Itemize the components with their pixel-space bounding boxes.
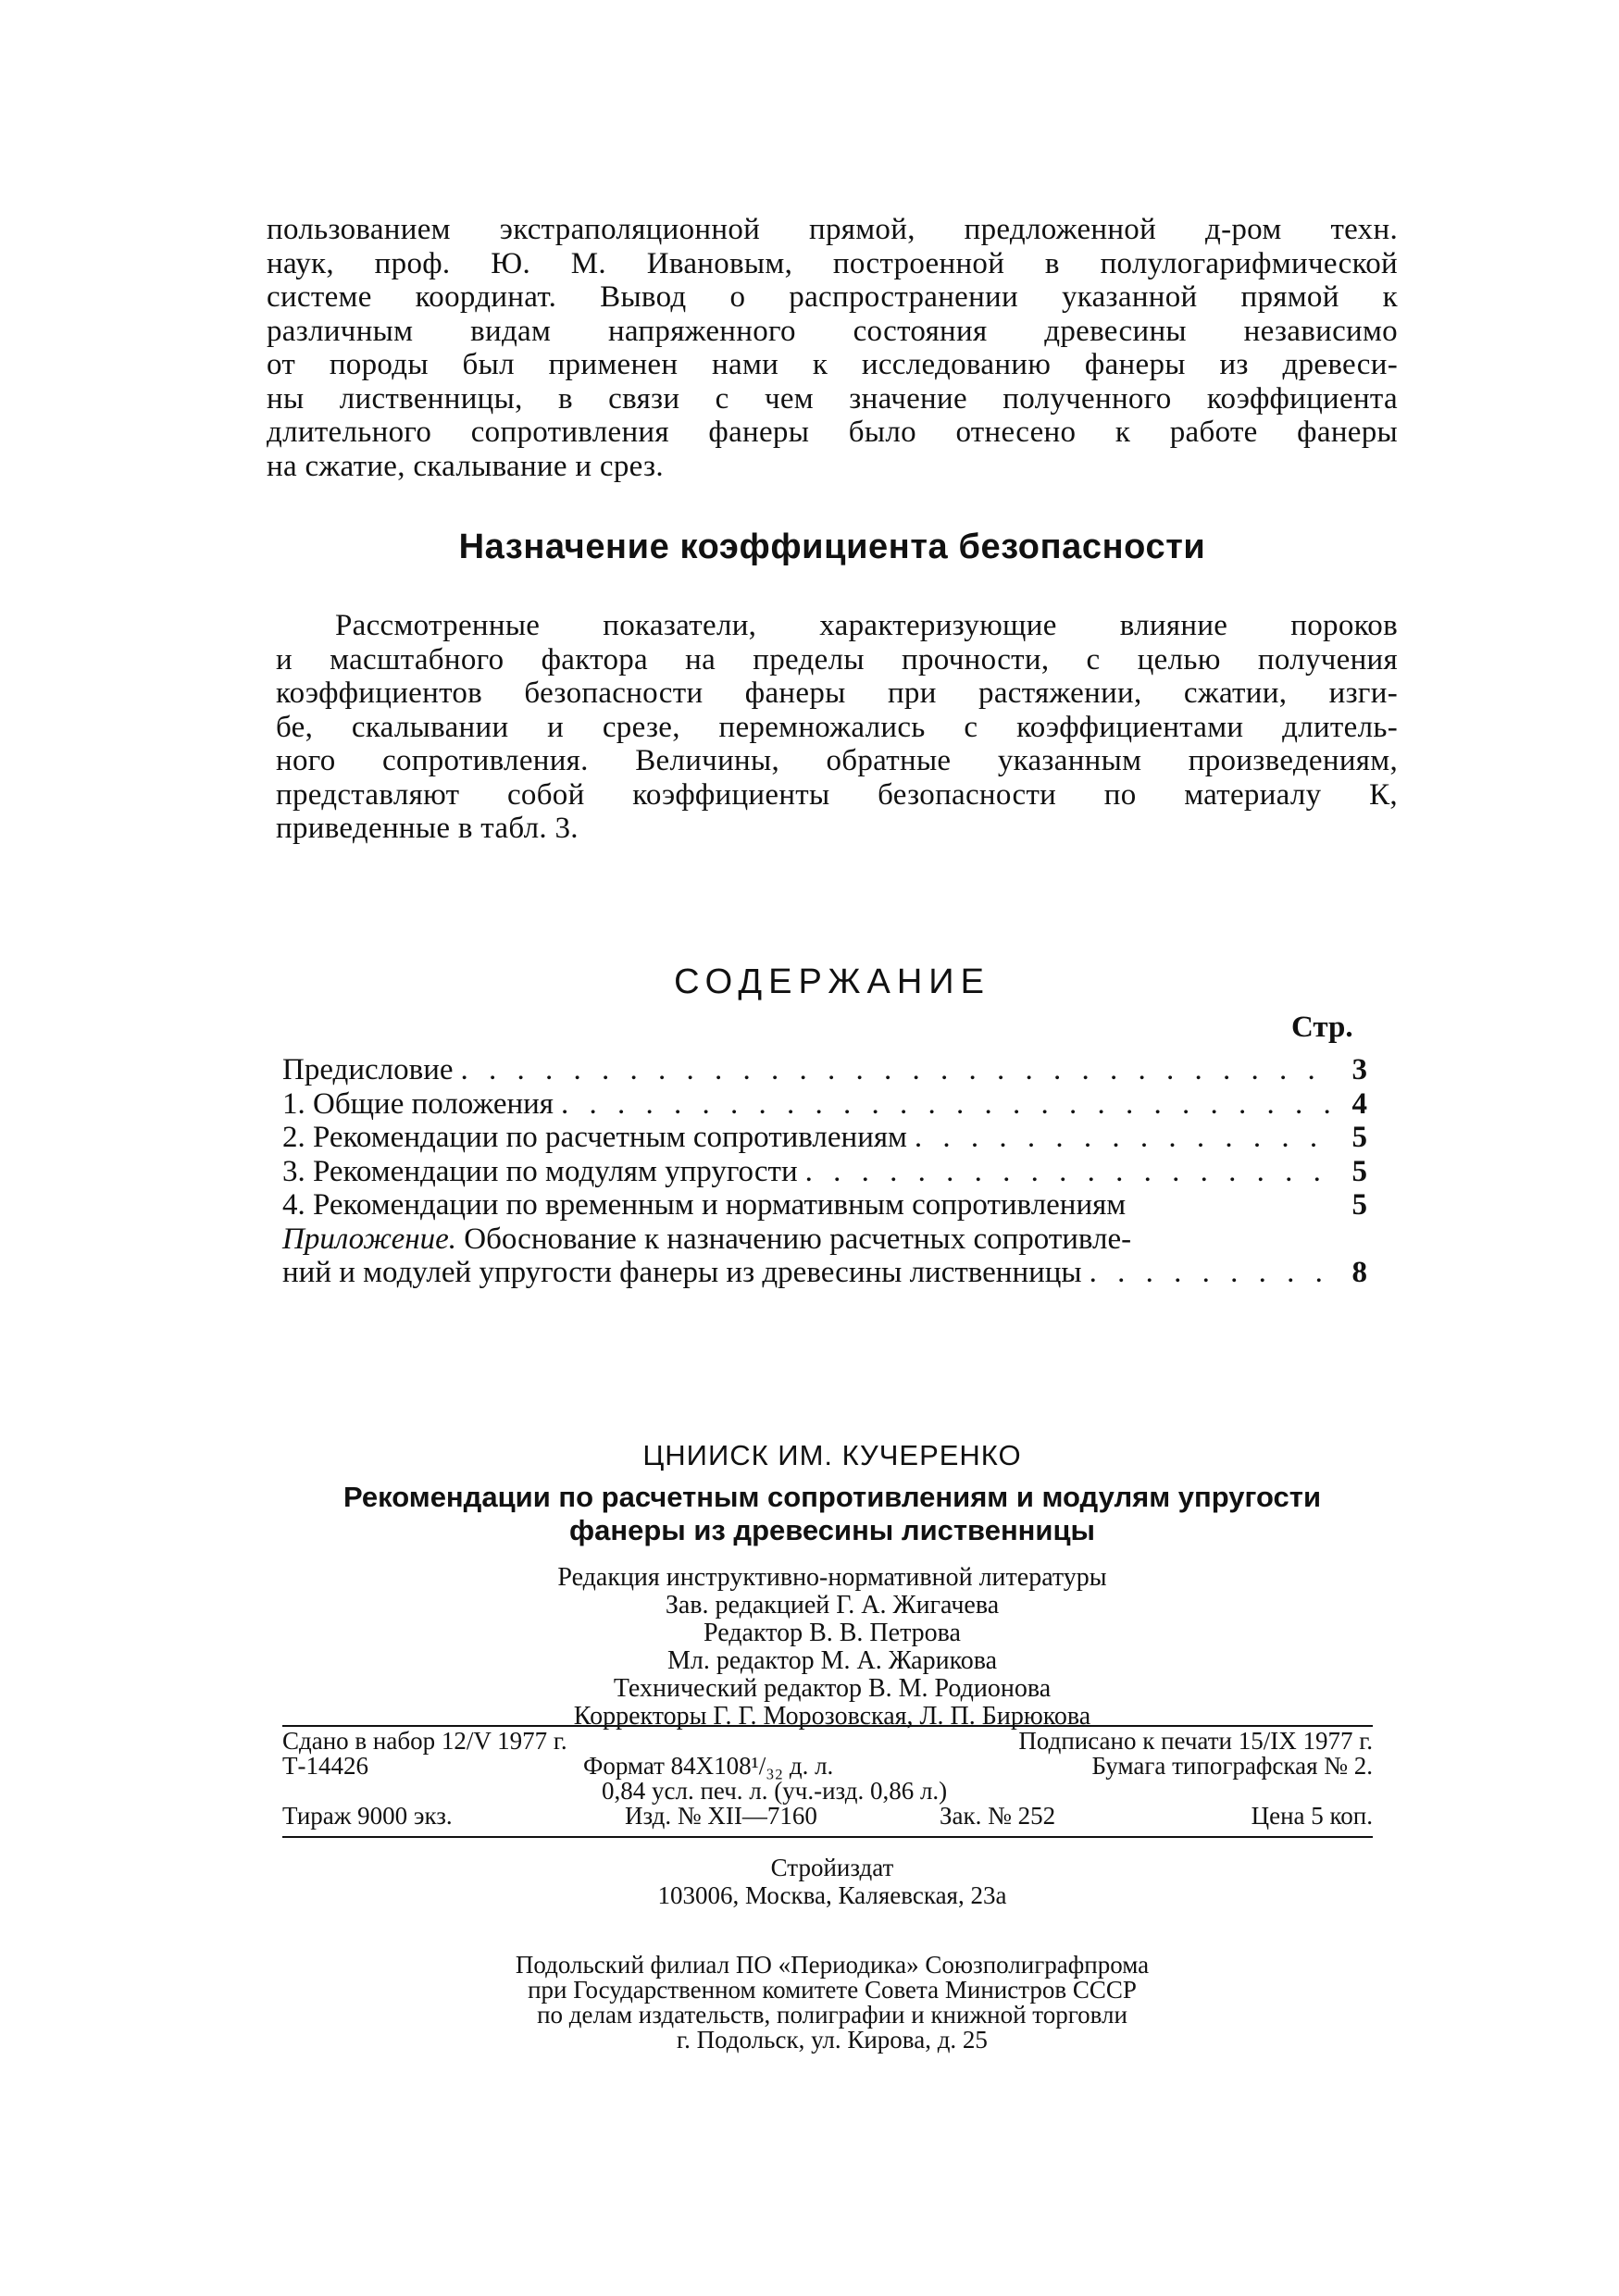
text-line: наук, проф. Ю. М. Ивановым, построенной в полулогарифмической [267, 246, 1398, 280]
text-line: приведенные в табл. 3. [276, 812, 579, 845]
details-row [282, 1729, 1373, 1754]
printer-line: по делам издательств, полиграфии и книжной торговли [537, 2001, 1127, 2029]
text-line: различным видам напряженного состояния древесины независимо [267, 314, 1398, 348]
organization-name: ЦНИИСК ИМ. КУЧЕРЕНКО [642, 1439, 1022, 1471]
publication-details [282, 1729, 1373, 1829]
text-line: длительного сопротивления фанеры было отнесено к работе фанеры [267, 416, 1398, 449]
text-line: на сжатие, скалывание и срез. [267, 449, 664, 483]
toc-entry[interactable] [282, 1188, 1367, 1222]
signed-to-print: Подписано к печати 15/IX 1977 г. [1018, 1727, 1373, 1755]
text-line: ны лиственницы, в связи с чем значение полученного коэффициента [267, 381, 1398, 416]
printer-block [267, 1953, 1398, 2053]
text-line: Рассмотренные показатели, характеризующие влияние пороков [335, 609, 1398, 642]
toc-entry[interactable] [282, 1121, 1367, 1155]
toc-entry-page: 8 [1351, 1256, 1367, 1289]
toc-appendix-label: Приложение. [282, 1222, 456, 1256]
details-row [282, 1754, 1373, 1779]
toc-entry[interactable] [282, 1053, 1367, 1087]
toc-appendix-line1: Обоснование к назначению расчетных сопротивле- [464, 1222, 1132, 1256]
publisher-block [267, 1854, 1398, 1909]
table-of-contents [282, 1053, 1367, 1290]
toc-leader-dots [798, 1155, 1330, 1189]
toc-entry-page: 5 [1351, 1121, 1367, 1154]
toc-leader-dots [907, 1121, 1330, 1155]
credit-line: Корректоры Г. Г. Морозовская, Л. П. Бирюкова [573, 1702, 1091, 1731]
toc-leader-dots [554, 1087, 1330, 1122]
intro-paragraph [267, 213, 1398, 483]
details-row [282, 1779, 1373, 1804]
toc-entry-page: 3 [1351, 1053, 1367, 1086]
format: Формат 84X108¹/₃₂ д. л. [583, 1752, 834, 1780]
printer-line: Подольский филиал ПО «Периодика» Союзполиграфпрома [515, 1951, 1150, 1979]
details-row [282, 1804, 1373, 1829]
toc-entry-page: 4 [1351, 1086, 1367, 1121]
section-heading: Назначение коэффициента безопасности [458, 527, 1206, 566]
toc-appendix-continuation[interactable] [282, 1256, 1367, 1290]
toc-entry-title: 3. Рекомендации по модулям упругости [282, 1154, 798, 1188]
toc-entry-title: Предисловие [282, 1053, 454, 1086]
toc-entry[interactable] [282, 1087, 1367, 1122]
toc-entry-page: 5 [1351, 1154, 1367, 1188]
paper: Бумага типографская № 2. [1091, 1752, 1373, 1780]
page-column-label: Стр. [1291, 1011, 1353, 1044]
price: Цена 5 коп. [1251, 1802, 1373, 1830]
section-paragraph [276, 609, 1398, 846]
book-title-line: Рекомендации по расчетным сопротивлениям и модулям упругости [342, 1481, 1322, 1513]
credit-line: Мл. редактор М. А. Жарикова [666, 1646, 998, 1675]
credit-line: Редактор В. В. Петрова [704, 1619, 961, 1647]
text-line: пользованием экстраполяционной прямой, предложенной д-ром техн. [267, 213, 1398, 246]
toc-entry-title: 4. Рекомендации по временным и нормативным сопротивлениям [282, 1188, 1127, 1222]
toc-appendix-entry[interactable] [282, 1222, 1367, 1257]
text-line: системе координат. Вывод о распространении указанной прямой к [267, 280, 1398, 314]
credit-line: Зав. редакцией Г. А. Жигачева [665, 1591, 1000, 1620]
toc-appendix-line2: ний и модулей упругости фанеры из древесины лиственницы [282, 1256, 1082, 1289]
text-line: коэффициентов безопасности фанеры при растяжении, сжатии, изги- [276, 676, 1398, 710]
edition-number: Изд. № XII—7160 [625, 1802, 817, 1830]
sheets: 0,84 усл. печ. л. (уч.-изд. 0,86 л.) [602, 1777, 948, 1805]
toc-leader-dots [454, 1053, 1331, 1087]
divider-bottom [282, 1836, 1373, 1838]
editorial-credits [267, 1564, 1398, 1731]
toc-leader-dots [1082, 1256, 1330, 1290]
text-line: бе, скалывании и срезе, перемножались с коэффициентами длитель- [276, 710, 1398, 744]
credit-line: Редакция инструктивно-нормативной литературы [557, 1563, 1107, 1592]
toc-entry-title: 1. Общие положения [282, 1086, 554, 1121]
text-line: от породы был применен нами к исследованию фанеры из древеси- [267, 348, 1398, 381]
credit-line: Технический редактор В. М. Родионова [613, 1674, 1052, 1703]
toc-entry-title: 2. Рекомендации по расчетным сопротивлениям [282, 1121, 907, 1154]
printer-line: г. Подольск, ул. Кирова, д. 25 [677, 2026, 988, 2054]
book-title-line: фанеры из древесины лиственницы [569, 1514, 1095, 1546]
text-line: представляют собой коэффициенты безопасности по материалу К, [276, 777, 1398, 812]
order-number: Зак. № 252 [940, 1802, 1056, 1830]
book-title [267, 1481, 1398, 1547]
contents-title: СОДЕРЖАНИЕ [674, 962, 990, 1001]
text-line: и масштабного фактора на пределы прочности, с целью получения [276, 642, 1398, 676]
toc-entry[interactable] [282, 1155, 1367, 1189]
toc-entry-page: 5 [1351, 1188, 1367, 1222]
publisher-name: Стройиздат [770, 1854, 894, 1881]
publisher-address: 103006, Москва, Каляевская, 23а [657, 1881, 1007, 1909]
sent-to-set: Сдано в набор 12/V 1977 г. [282, 1727, 567, 1755]
code-number: Т-14426 [282, 1752, 368, 1780]
printer-line: при Государственном комитете Совета Министров СССР [528, 1976, 1137, 2004]
print-run: Тираж 9000 экз. [282, 1802, 453, 1830]
text-line: ного сопротивления. Величины, обратные указанным произведениям, [276, 744, 1398, 777]
